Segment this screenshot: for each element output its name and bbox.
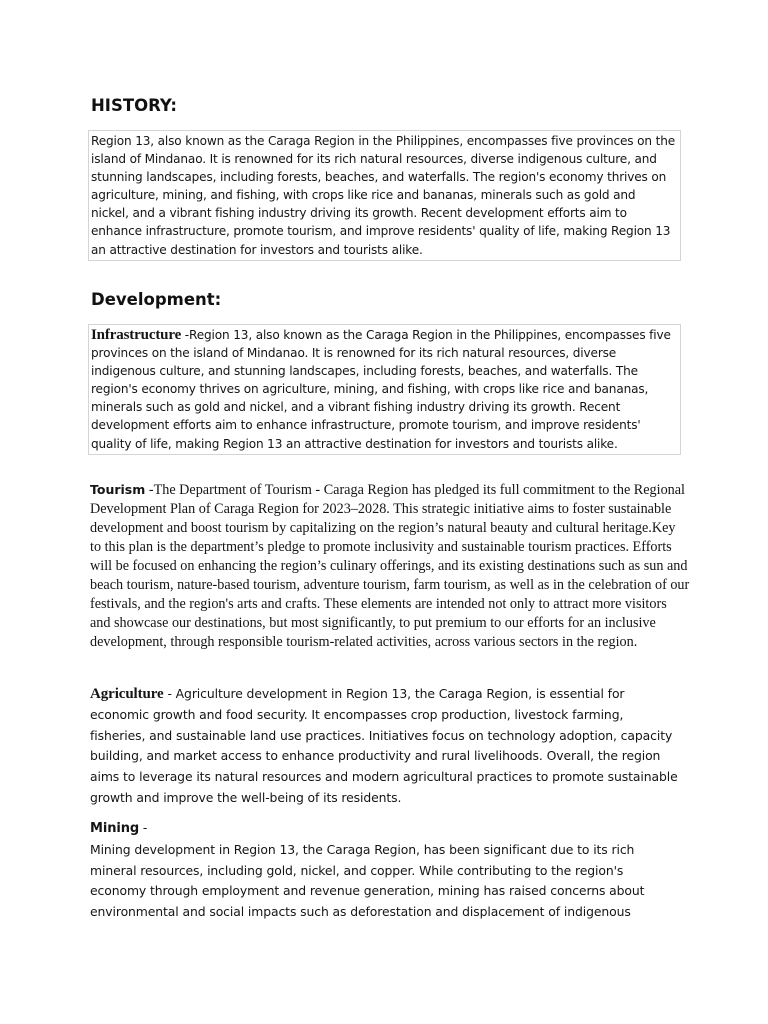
mining-label: Mining <box>90 821 140 836</box>
history-body: Region 13, also known as the Caraga Region in the Philippines, encompasses five provinces on the island of Mindanao. It is renowned for its rich natural resources, diverse indigenous culture, and stunning landscapes, including forests, beaches, and waterfalls. The region's economy thrives on agriculture, mining, and fishing, with crops like rice and bananas, minerals such as gold and nickel, and a vibrant fishing industry driving its growth. Recent development efforts aim to enhance infrastructure, promote tourism, and improve residents' quality of life, making Region 13 an attractive destination for investors and tourists alike. <box>91 134 675 257</box>
tourism-body: The Department of Tourism - Caraga Region has pledged its full commitment to the Regional Development Plan of Caraga Region for 2023–2028. This strategic initiative aims to foster sustainable development and boost tourism by capitalizing on the region’s natural beauty and cultural heritage.Key to this plan is the department’s pledge to promote inclusivity and sustainable tourism practices. Efforts will be focused on enhancing the region’s culinary offerings, and its existing destinations such as sun and beach tourism, nature-based tourism, adventure tourism, farm tourism, as well as in the celebration of our festivals, and the region's arts and crafts. These elements are intended not only to attract more visitors and showcase our destinations, but most significantly, to put premium to our efforts for an inclusive development, through responsible tourism-related activities, across various sectors in the region. <box>90 482 690 650</box>
mining-paragraph <box>90 818 680 923</box>
agriculture-body: Agriculture development in Region 13, the Caraga Region, is essential for economic growth and food security. It encompasses crop production, livestock farming, fisheries, and sustainable land use practices. Initiatives focus on technology adoption, capacity building, and market access to enhance productivity and rural livelihoods. Overall, the region aims to leverage its natural resources and modern agricultural practices to promote sustainable growth and improve the well-being of its residents. <box>90 686 678 805</box>
tourism-label: Tourism <box>90 482 146 497</box>
infrastructure-separator: - <box>181 328 190 342</box>
development-heading: Development: <box>91 290 222 309</box>
tourism-paragraph <box>90 480 690 652</box>
agriculture-paragraph <box>90 684 680 809</box>
mining-separator: - <box>139 820 148 835</box>
mining-body: Mining development in Region 13, the Caraga Region, has been significant due to its rich mineral resources, including gold, nickel, and copper. While contributing to the region's economy through employment and revenue generation, mining has raised concerns about environmental and social impacts such as deforestation and displacement of indigenous <box>90 841 645 920</box>
infrastructure-text-box <box>88 324 681 455</box>
tourism-separator: - <box>145 482 154 498</box>
infrastructure-body: Region 13, also known as the Caraga Region in the Philippines, encompasses five provinces on the island of Mindanao. It is renowned for its rich natural resources, diverse indigenous culture, and stunning landscapes, including forests, beaches, and waterfalls. The region's economy thrives on agriculture, mining, and fishing, with crops like rice and bananas, minerals such as gold and nickel, and a vibrant fishing industry driving its growth. Recent development efforts aim to enhance infrastructure, promote tourism, and improve residents' quality of life, making Region 13 an attractive destination for investors and tourists alike. <box>91 328 671 451</box>
agriculture-separator: - <box>163 686 176 701</box>
history-heading: HISTORY: <box>91 96 178 115</box>
agriculture-label: Agriculture <box>90 686 164 702</box>
infrastructure-label: Infrastructure <box>91 327 182 343</box>
history-text-box <box>88 130 681 261</box>
